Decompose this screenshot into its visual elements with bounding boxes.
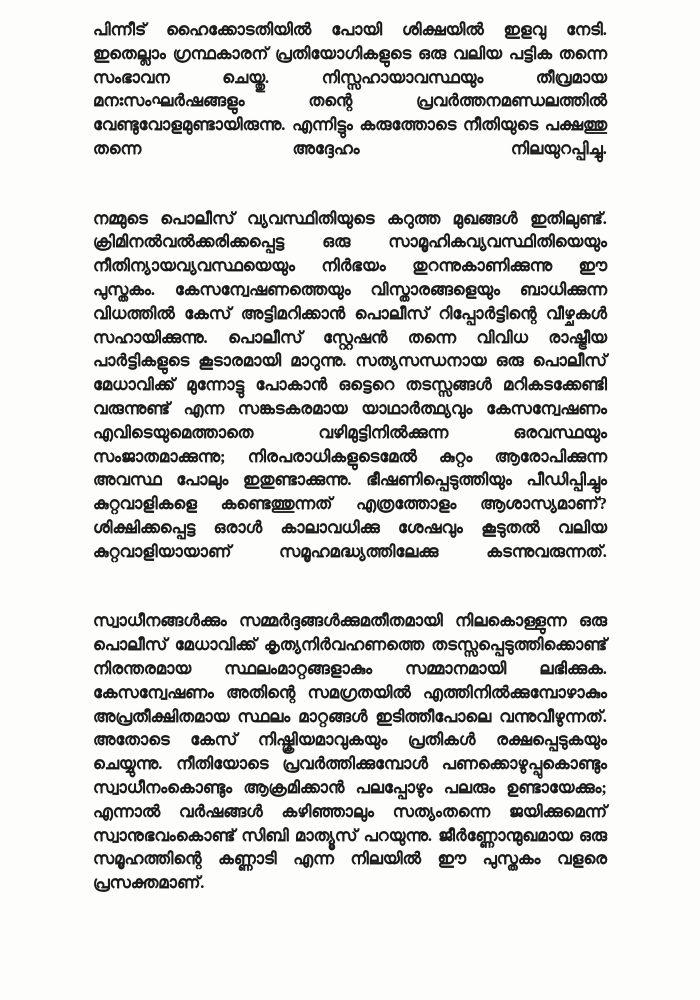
body-paragraph-3: സ്വാധീനങ്ങൾക്കും സമ്മർദ്ദങ്ങൾക്കുമതീതമായി നിലകൊള്ളുന്ന ഒരു പൊലീസ് മേധാവിക്ക് കൃത്യനിർവഹണത്തെ തടസ്സപ്പെടുത്തിക്കൊണ്ട് നിരന്തരമായ സ്ഥലംമാറ്റങ്ങളാകും സമ്മാനമായി ലഭിക്കുക. കേസന്വേഷണം അതിന്റെ സമഗ്രതയിൽ എത്തിനിൽക്കുമ്പോഴാകും അപ്രതീക്ഷിതമായ സ്ഥലം മാറ്റങ്ങൾ ഇടിത്തീപോലെ വന്നുവീഴുന്നത്. അതോടെ കേസ് നിഷ്ക്രിയമാവുകയും പ്രതികൾ രക്ഷപ്പെടുകയും ചെയ്യുന്നു. നീതിയോടെ പ്രവർത്തിക്കുമ്പോൾ പണക്കൊഴുപ്പുകൊണ്ടും സ്വാധീനംകൊണ്ടും ആക്രമിക്കാൻ പലപ്പോഴും പലരും ഉണ്ടായേക്കും; എന്നാൽ വർഷങ്ങൾ കഴിഞ്ഞാലും സത്യംതന്നെ ജയിക്കുമെന്ന് സ്വാനുഭവംകൊണ്ട് സിബി മാത്യൂസ് പറയുന്നു. ജീർണ്ണോന്മുഖമായ ഒരു സമൂഹത്തിന്റെ കണ്ണാടി എന്ന നിലയിൽ ഈ പുസ്തകം വളരെ പ്രസക്തമാണ്. [93,611,607,893]
body-paragraph-2: നമ്മുടെ പൊലീസ് വ്യവസ്ഥിതിയുടെ കറുത്ത മുഖങ്ങൾ ഇതിലുണ്ട്. ക്രിമിനൽവൽക്കരിക്കപ്പെട്ട ഒരു സാമൂഹികവ്യവസ്ഥിതിയെയും നീതിന്യായവ്യവസ്ഥയെയും നിർഭയം തുറന്നുകാണിക്കുന്നു ഈ പുസ്തകം. കേസന്വേഷണത്തെയും വിസ്താരങ്ങളെയും ബാധിക്കുന്ന വിധത്തിൽ കേസ് അട്ടിമറിക്കാൻ പൊലീസ് റിപ്പോർട്ടിന്റെ വീഴ്ചകൾ സഹായിക്കുന്നു. പൊലീസ് സ്റ്റേഷൻ തന്നെ വിവിധ രാഷ്ട്രീയ പാർട്ടികളുടെ കൂടാരമായി മാറുന്നു. സത്യസന്ധനായ ഒരു പൊലീസ് മേധാവിക്ക് മുന്നോട്ടു പോകാൻ ഒട്ടെറെ തടസ്സങ്ങൾ മറികടക്കേണ്ടി വരുന്നുണ്ട് എന്ന സങ്കടകരമായ യാഥാർത്ഥ്യവും കേസന്വേഷണം എവിടെയുമെത്താതെ വഴിമുട്ടിനിൽക്കുന്ന ഒരവസ്ഥയും സംജാതമാക്കുന്നു; നിരപരാധികളുടെമേൽ കുറ്റം ആരോപിക്കുന്ന അവസ്ഥ പോലും ഇതുണ്ടാക്കുന്നു. ഭീഷണിപ്പെടുത്തിയും പീഡിപ്പിച്ചും കുറ്റവാളികളെ കണ്ടെത്തുന്നത് എത്രത്തോളം ആശാസ്യമാണ്? ശിക്ഷിക്കപ്പെട്ട ഒരാൾ കാലാവധിക്കു ശേഷവും കൂടുതൽ വലിയ കുറ്റവാളിയായാണ് സമൂഹമദ്ധ്യത്തിലേക്കു കടന്നുവരുന്നത്. [93,208,607,561]
body-text-column [93,18,607,919]
body-paragraph-1: പിന്നീട് ഹൈക്കോടതിയിൽ പോയി ശിക്ഷയിൽ ഇളവു നേടി. ഇതെല്ലാം ഗ്രന്ഥകാരന് പ്രതിയോഗികളുടെ ഒരു വലിയ പട്ടിക തന്നെ സംഭാവന ചെയ്തു. നിസ്സഹായാവസ്ഥയും തീവ്രമായ മനഃസംഘർഷങ്ങളും തന്റെ പ്രവർത്തനമണ്ഡലത്തിൽ വേണ്ടുവോളമുണ്ടായിരുന്നു. എന്നിട്ടും കരുത്തോടെ നീതിയുടെ പക്ഷത്തു തന്നെ അദ്ദേഹം നിലയുറപ്പിച്ചു. [93,20,607,158]
